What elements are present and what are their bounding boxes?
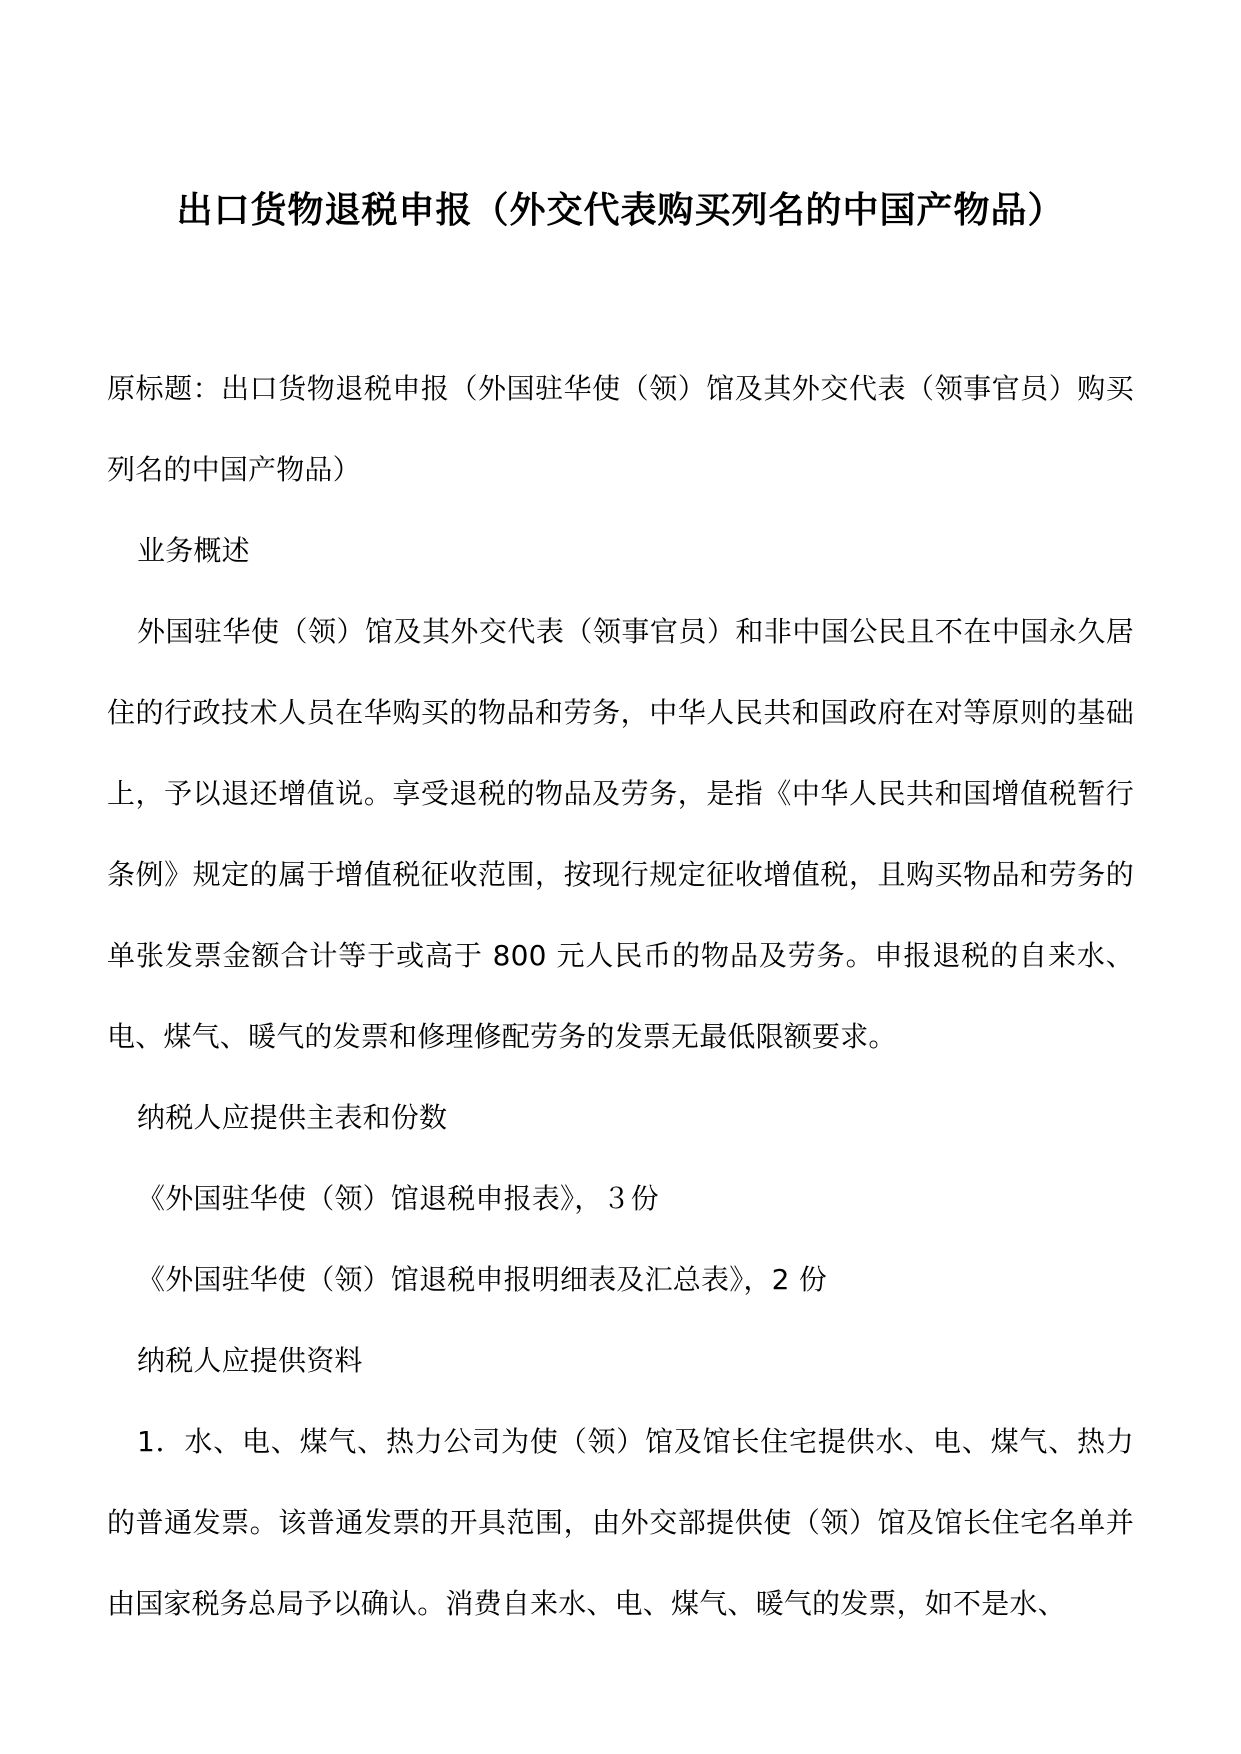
section-heading-overview: 业务概述: [137, 534, 250, 567]
overview-paragraph: 外国驻华使（领）馆及其外交代表（领事官员）和非中国公民且不在中国永久居住的行政技术人员在华购买的物品和劳务，中华人民共和国政府在对等原则的基础上，予以退还增值说。享受退税的物品及劳务，是指《中华人民共和国增值税暂行条例》规定的属于增值税征收范围，按现行规定征收增值税，且购买物品和劳务的单张发票金额合计等于或高于 800 元人民币的物品及劳务。申报退税的自来水、电、煤气、暖气的发票和修理修配劳务的发票无最低限额要求。: [107, 615, 1134, 1053]
original-title-paragraph: 原标题：出口货物退税申报（外国驻华使（领）馆及其外交代表（领事官员）购买列名的中国产物品）: [107, 372, 1134, 486]
form-item-declaration: 《外国驻华使（领）馆退税申报表》，３份: [137, 1182, 659, 1215]
document-body: [107, 348, 1134, 1644]
section-heading-forms: 纳税人应提供主表和份数: [137, 1101, 448, 1134]
materials-item-1: 1．水、电、煤气、热力公司为使（领）馆及馆长住宅提供水、电、煤气、热力的普通发票。该普通发票的开具范围，由外交部提供使（领）馆及馆长住宅名单并由国家税务总局予以确认。消费自来水、电、煤气、暖气的发票，如不是水、: [107, 1425, 1134, 1620]
document-title: 出口货物退税申报（外交代表购买列名的中国产物品）: [176, 189, 1065, 232]
section-heading-materials: 纳税人应提供资料: [137, 1344, 363, 1377]
form-item-detail-summary: 《外国驻华使（领）馆退税申报明细表及汇总表》，2 份: [137, 1263, 827, 1296]
